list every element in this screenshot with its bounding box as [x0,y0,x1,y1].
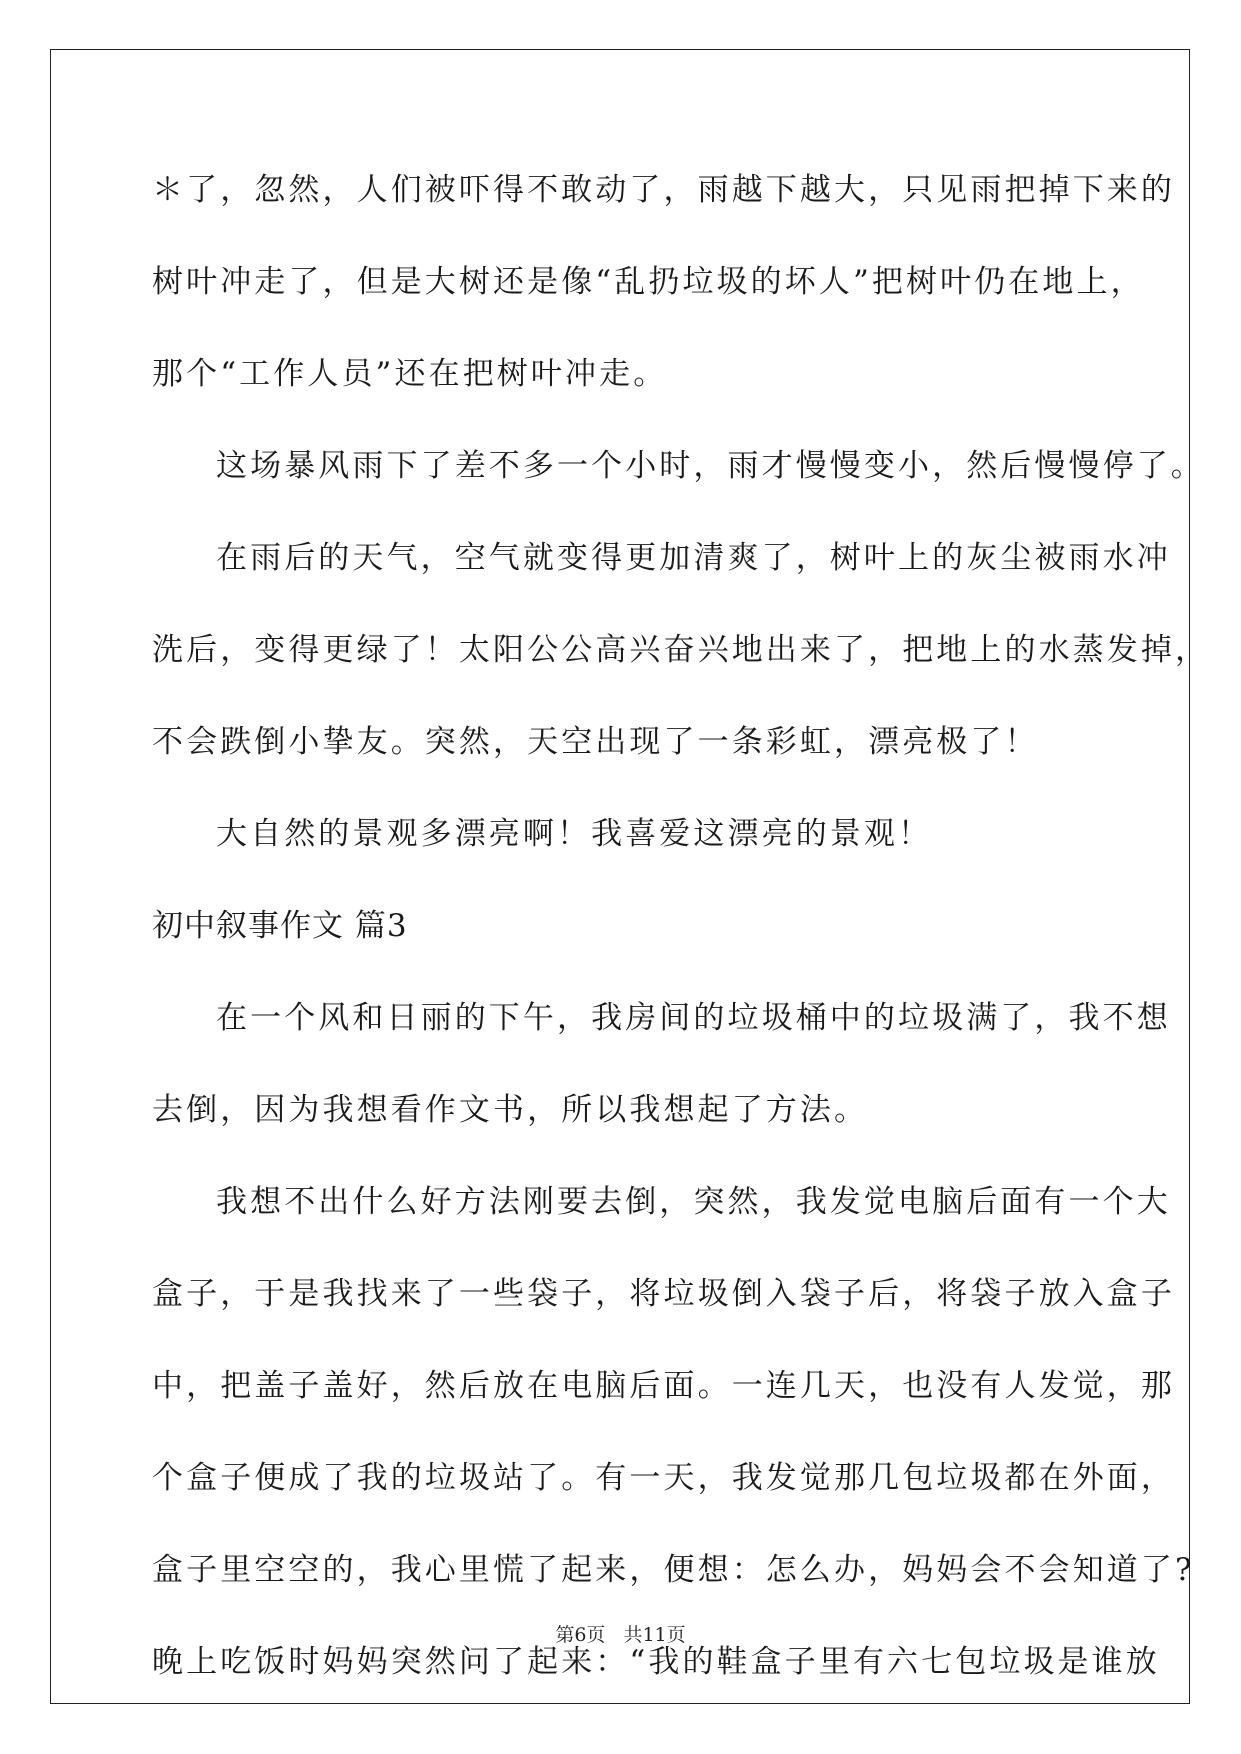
paragraph-start-line: 大自然的景观多漂亮啊！我喜爱这漂亮的景观！ [216,816,933,852]
text-line: 盒子，于是我找来了一些袋子，将垃圾倒入袋子后，将袋子放入盒子 [152,1276,1175,1312]
text-line: 去倒，因为我想看作文书，所以我想起了方法。 [152,1092,869,1128]
text-line: 那个“工作人员”还在把树叶冲走。 [152,356,668,392]
page-total: 共11页 [623,1624,686,1646]
text-line: 晚上吃饭时妈妈突然问了起来：“我的鞋盒子里有六七包垃圾是谁放 [152,1644,1160,1680]
document-body [152,160,1210,1724]
paragraph-start-line: 在雨后的天气，空气就变得更加清爽了，树叶上的灰尘被雨水冲 [216,540,1171,576]
paragraph-start-line: 这场暴风雨下了差不多一个小时，雨才慢慢变小，然后慢慢停了。 [216,448,1205,484]
text-line: ＊了，忽然，人们被吓得不敢动了，雨越下越大，只见雨把掉下来的 [152,172,1175,208]
text-line: 个盒子便成了我的垃圾站了。有一天，我发觉那几包垃圾都在外面， [152,1460,1175,1496]
text-line: 树叶冲走了，但是大树还是像“乱扔垃圾的坏人”把树叶仍在地上， [152,264,1145,300]
section-heading: 初中叙事作文 篇3 [152,908,408,944]
text-line: 中，把盖子盖好，然后放在电脑后面。一连几天，也没有人发觉，那 [152,1368,1175,1404]
page-number: 第6页 [555,1624,606,1646]
text-line: 盒子里空空的，我心里慌了起来，便想：怎么办，妈妈会不会知道了? [152,1552,1195,1588]
page-footer [0,1620,1241,1647]
text-line: 不会跌倒小挚友。突然，天空出现了一条彩虹，漂亮极了！ [152,724,1039,760]
paragraph-start-line: 我想不出什么好方法刚要去倒，突然，我发觉电脑后面有一个大 [216,1184,1171,1220]
text-line: 洗后，变得更绿了！太阳公公高兴奋兴地出来了，把地上的水蒸发掉， [152,632,1210,668]
paragraph-start-line: 在一个风和日丽的下午，我房间的垃圾桶中的垃圾满了，我不想 [216,1000,1171,1036]
